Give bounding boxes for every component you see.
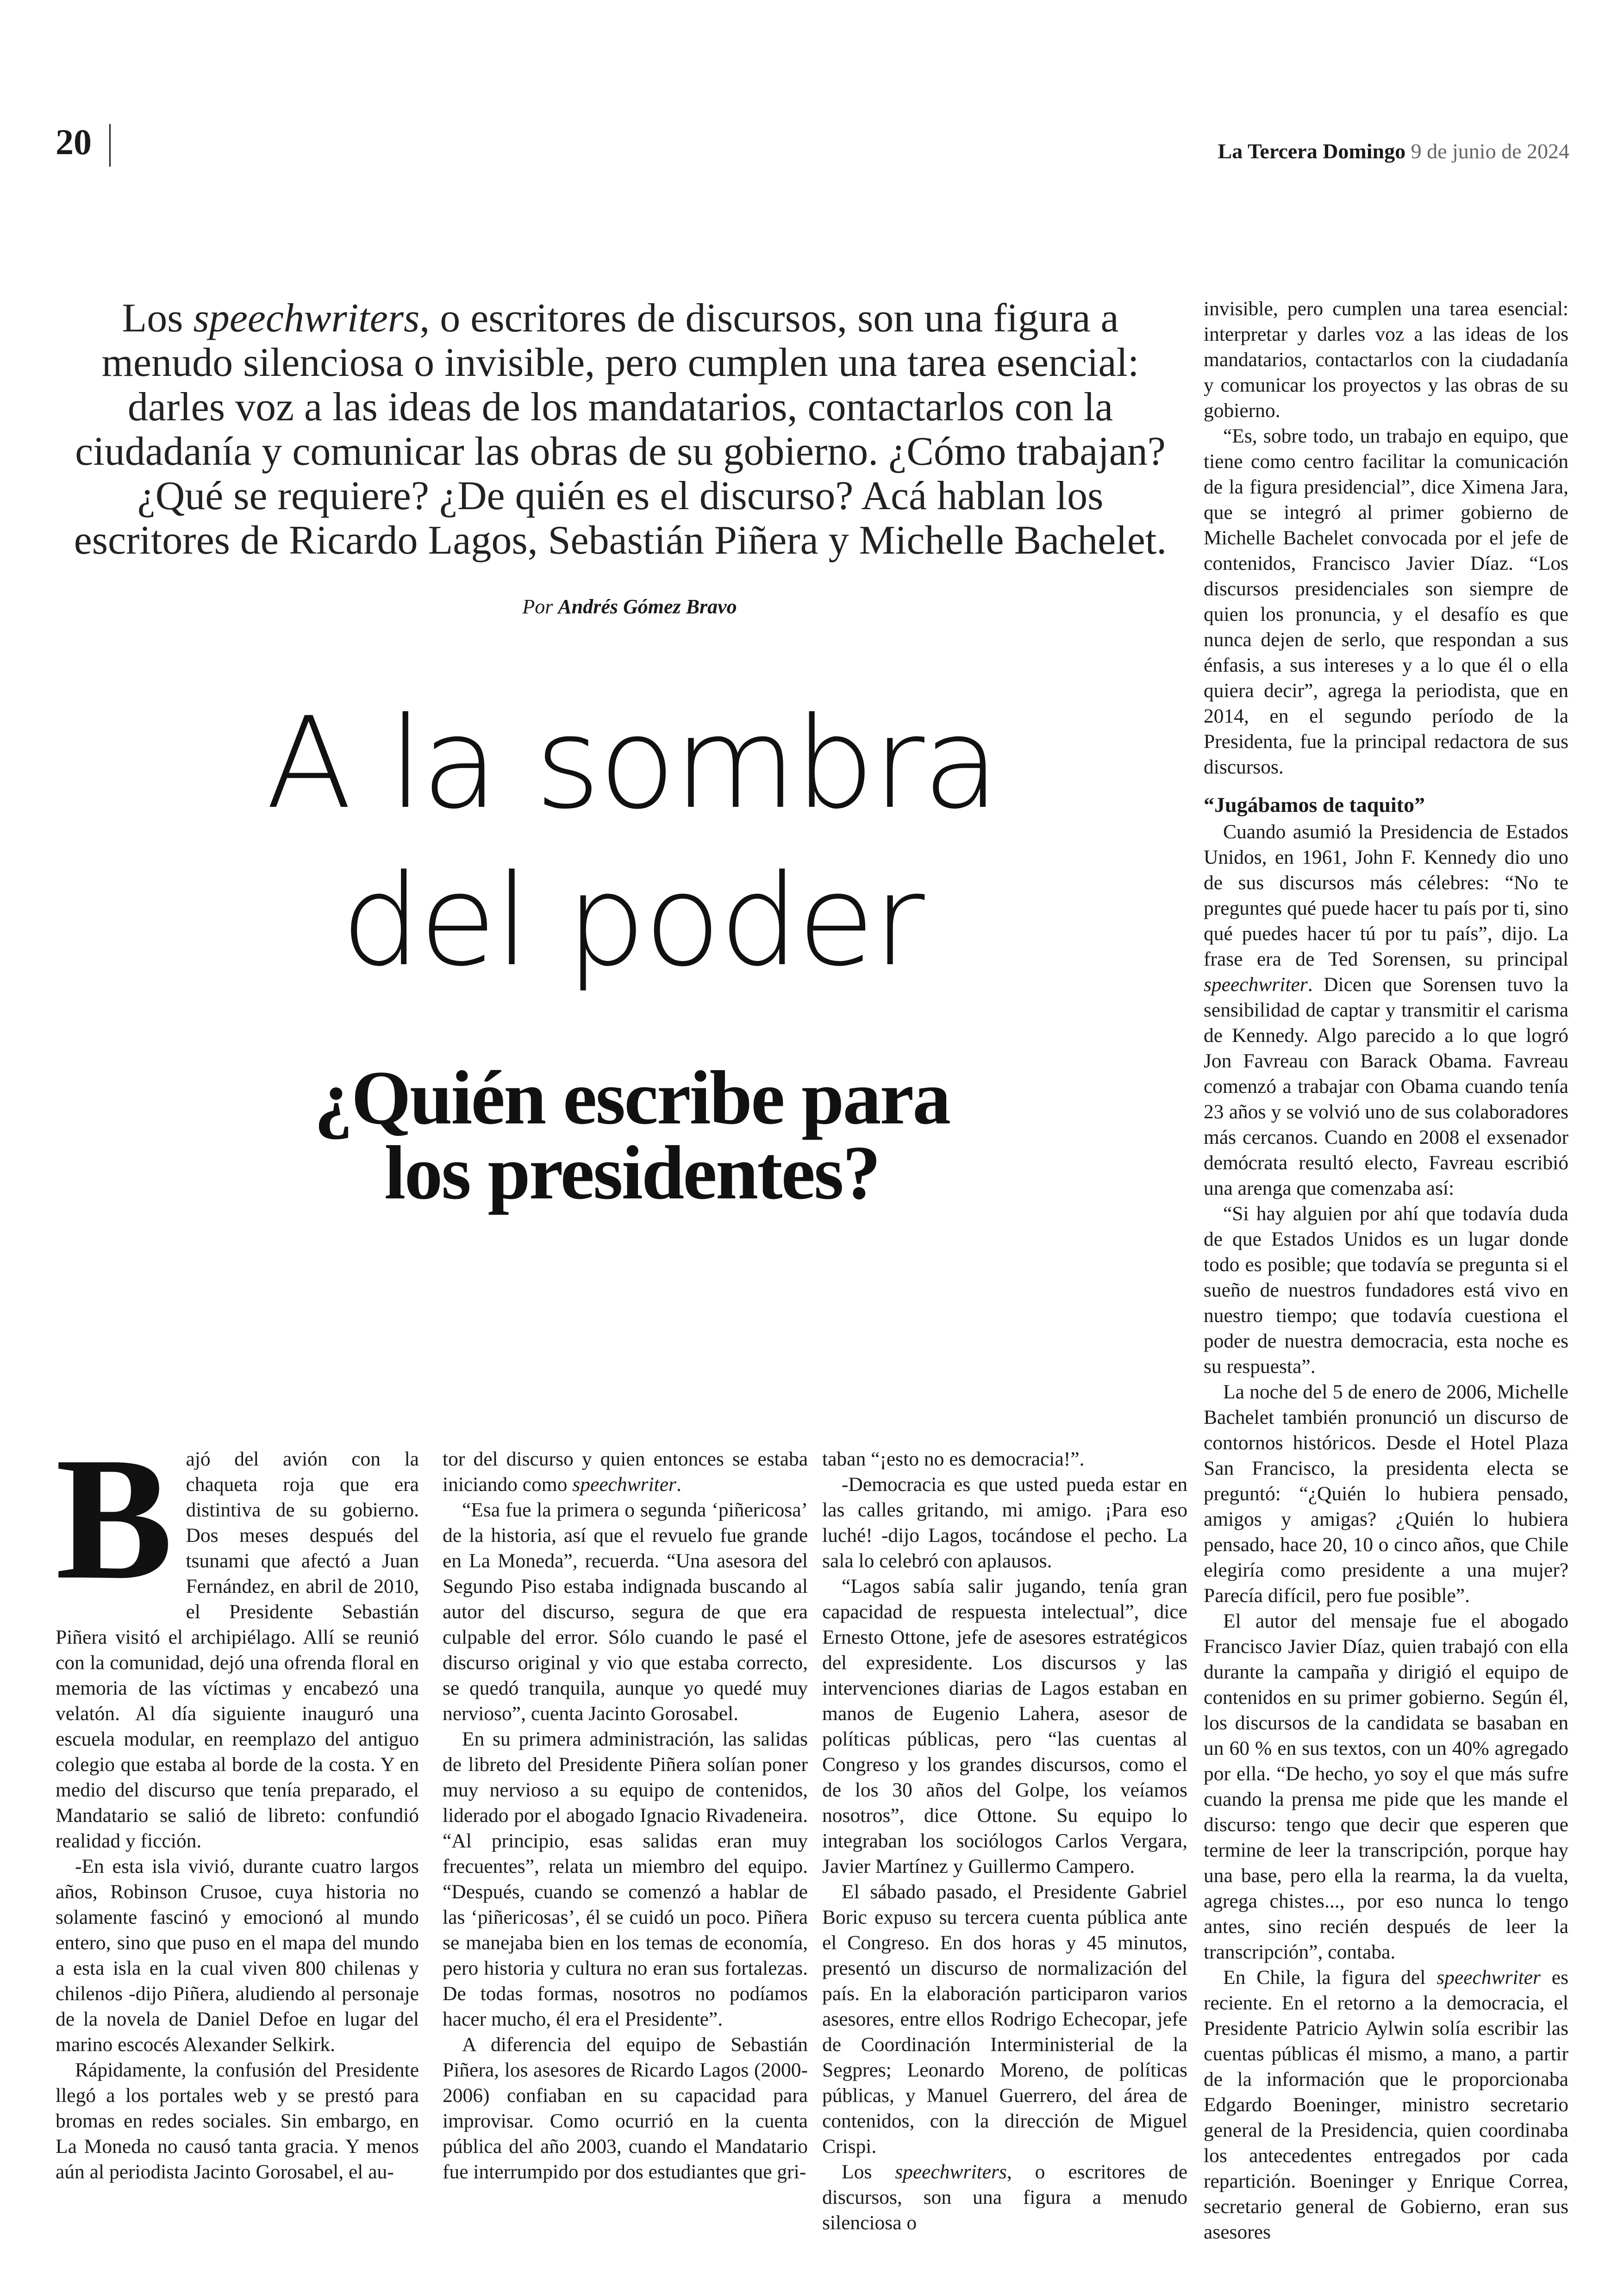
paragraph: ajó del avión con la chaqueta roja que era distintiva de su gobierno. Dos meses después del tsunami que afectó a Juan Fernández, en abril de 2010, el Presidente Sebastián Piñera visitó el archipiélago. Allí se reunió con la comunidad, dejó una ofrenda floral en memoria de las víctimas y encabezó una velatón. Al día siguiente inauguró una escuela modular, en reemplazo del antiguo colegio que estaba al borde de la costa. Y en medio del discurso que tenía preparado, el Mandatario se salió de libreto: confundió realidad y ficción.	[56, 1448, 419, 1852]
page-number: 20	[56, 122, 92, 162]
byline-prefix: Por	[522, 595, 558, 618]
paragraph	[443, 1447, 808, 1497]
paragraph: Rápidamente, la confusión del Presidente llegó a los portales web y se prestó para bromas en redes sociales. Sin embargo, en La Moneda no causó tanta gracia. Y menos aún al periodista Jacinto Gorosabel, el au-	[56, 2059, 419, 2183]
subheadline	[213, 1055, 1051, 1215]
standfirst-italic: speechwriters	[193, 296, 420, 341]
publication-date: 9 de junio de 2024	[1411, 139, 1569, 163]
paragraph: invisible, pero cumplen una tarea esencial: interpretar y darles voz a las ideas de los mandatarios, contactarlos con la ciudadanía y comunicar los proyectos y las obras de su gobierno.	[1204, 298, 1568, 422]
standfirst-part2: , o escritores de discursos, son una figura a menudo silenciosa o invisible, pero cumplen una tarea esencial: darles voz a las ideas de los mandatarios, contactarlos con la ciudadanía y comunicar las obras de su gobierno. ¿Cómo trabajan? ¿Qué se requiere? ¿De quién es el discurso? Acá hablan los escritores de Ricardo Lagos, Sebastián Piñera y Michelle Bachelet.	[74, 296, 1167, 563]
italic-term: speechwriter	[1437, 1966, 1541, 1989]
paragraph: El sábado pasado, el Presidente Gabriel Boric expuso su tercera cuenta pública ante el Congreso. En dos horas y 45 minutos, presentó un discurso de normalización del país. En la elaboración participaron varios asesores, entre ellos Rodrigo Echecopar, jefe de Coordinación Interministerial de la Segpres; Leonardo Moreno, de políticas públicas, y Manuel Guerrero, del área de contenidos, con la dirección de Miguel Crispi.	[822, 1881, 1187, 2158]
italic-term: speechwriter	[572, 1473, 676, 1496]
byline	[259, 595, 1000, 618]
paragraph: -En esta isla vivió, durante cuatro largos años, Robinson Crusoe, cuya historia no solamente fascinó y emocionó al mundo entero, sino que puso en el mapa del mundo a esta isla en la cual viven 800 chilenas y chilenos -dijo Piñera, aludiendo al personaje de la novela de Daniel Defoe en lugar del marino escocés Alexander Selkirk.	[56, 1855, 419, 2056]
text-run: tor del discurso y quien entonces se estaba iniciando como	[443, 1448, 808, 1496]
text-run: , o escritores de discursos, son una figura a menudo silenciosa o	[822, 2161, 1187, 2234]
text-run: . Dicen que Sorensen tuvo la sensibilidad de captar y transmitir el carisma de Kennedy. Algo parecido a lo que logró Jon Favreau con Barack Obama. Favreau comenzó a trabajar con Obama cuando tenía 23 años y se volvió uno de sus colaboradores más cercanos. Cuando en 2008 el exsenador demócrata resultó electo, Favreau escribió una arenga que comenzaba así:	[1204, 973, 1568, 1199]
paragraph: A diferencia del equipo de Sebastián Piñera, los asesores de Ricardo Lagos (2000-2006) confiaban en su capacidad para improvisar. Como ocurrió en la cuenta pública del año 2003, cuando el Mandatario fue interrumpido por dos estudiantes que gri-	[443, 2033, 808, 2183]
paragraph: “Lagos sabía salir jugando, tenía gran capacidad de respuesta intelectual”, dice Ernesto Ottone, jefe de asesores estratégicos del expresidente. Los discursos y las intervenciones diarias de Lagos estaban en manos de Eugenio Lahera, asesor de políticas públicas, pero “las cuentas al Congreso y los grandes discursos, como el de los 30 años del Golpe, los veíamos nosotros”, dice Ottone. Su equipo lo integraban los sociólogos Carlos Vergara, Javier Martínez y Guillermo Campero.	[822, 1575, 1187, 1877]
text-run: .	[676, 1473, 681, 1496]
paragraph: -Democracia es que usted pueda estar en las calles gritando, mi amigo. ¡Para eso luché! -dijo Lagos, tocándose el pecho. La sala lo celebró con aplausos.	[822, 1473, 1187, 1572]
text-run: Los	[842, 2161, 895, 2183]
paragraph: En su primera administración, las salidas de libreto del Presidente Piñera solían poner muy nervioso a su equipo de contenidos, liderado por el abogado Ignacio Rivadeneira. “Al principio, esas salidas eran muy frecuentes”, relata un miembro del equipo. “Después, cuando se comenzó a hablar de las ‘piñericosas’, él se cuidó un poco. Piñera se manejaba bien en los temas de economía, pero historia y cultura no eran sus fortalezas. De todas formas, nosotros no podíamos hacer mucho, él era el Presidente”.	[443, 1728, 808, 2030]
standfirst	[69, 296, 1171, 563]
paragraph	[822, 2159, 1187, 2236]
paragraph: El autor del mensaje fue el abogado Francisco Javier Díaz, quien trabajó con ella durante la campaña y dirigió el equipo de contenidos en su primer gobierno. Según él, los discursos de la candidata se basaban en un 60 % en sus textos, con un 40% agregado por ella. “De hecho, yo soy el que más sufre cuando la prensa me pide que les mande el discurso: tengo que decir que esperen que termine de leer la transcripción, porque hay una base, pero ella la rearma, la da vuelta, agrega chistes..., por eso nunca lo tengo antes, sino recién después de leer la transcripción”, contaba.	[1204, 1610, 1568, 1963]
paragraph	[1204, 1965, 1568, 2245]
article-column-3	[822, 1447, 1187, 2236]
article-column-4	[1204, 296, 1568, 2245]
article-column-2	[443, 1447, 808, 2185]
article-column-1	[56, 1421, 419, 2185]
headline-line2: del poder	[341, 848, 923, 994]
headline	[111, 685, 1153, 1000]
text-run: Cuando asumió la Presidencia de Estados Unidos, en 1961, John F. Kennedy dio uno de sus discursos más célebres: “No te preguntes qué puede hacer tu país por ti, sino qué puedes hacer tú por tu país”, dijo. La frase era de Ted Sorensen, su principal	[1204, 821, 1568, 970]
page-number-divider	[109, 124, 111, 167]
italic-term: speechwriter	[1204, 973, 1308, 996]
masthead	[1218, 139, 1569, 163]
drop-cap: B	[56, 1421, 173, 1616]
headline-line1: A la sombra	[266, 691, 998, 837]
paragraph: taban “¡esto no es democracia!”.	[822, 1448, 1085, 1470]
text-run: En Chile, la figura del	[1223, 1966, 1437, 1989]
byline-author: Andrés Gómez Bravo	[558, 595, 737, 618]
standfirst-part1: Los	[122, 296, 194, 341]
subheadline-line2: los presidentes?	[384, 1130, 880, 1215]
paragraph: “Es, sobre todo, un trabajo en equipo, que tiene como centro facilitar la comunicación de la figura presidencial”, dice Ximena Jara, que se integró al primer gobierno de Michelle Bachelet convocada por el jefe de contenidos, Francisco Javier Díaz. “Los discursos presidenciales son siempre de quien los pronuncia, y el desafío es que nunca dejen de serlo, que respondan a sus énfasis, a sus intereses y a lo que él o ella quiera decir”, agrega la periodista, que en 2014, en el segundo período de la Presidenta, fue la principal redactora de sus discursos.	[1204, 425, 1568, 778]
subheadline-line1: ¿Quién escribe para	[314, 1055, 950, 1140]
publication-name: La Tercera Domingo	[1218, 139, 1406, 163]
section-heading: “Jugábamos de taquito”	[1204, 793, 1425, 817]
paragraph: “Esa fue la primera o segunda ‘piñericosa’ de la historia, así que el revuelo fue grande en La Moneda”, recuerda. “Una asesora del Segundo Piso estaba indignada buscando al autor del discurso, segura de que era culpable del error. Sólo cuando le pasé el discurso original y vio que estaba correcto, se quedó tranquila, aunque yo quedé muy nervioso”, cuenta Jacinto Gorosabel.	[443, 1499, 808, 1725]
text-run: es reciente. En el retorno a la democracia, el Presidente Patricio Aylwin solía escribir las cuentas públicas él mismo, a mano, a partir de la información que le proporcionaba Edgardo Boeninger, ministro secretario general de la Presidencia, quien coordinaba los antecedentes entregados por cada repartición. Boeninger y Enrique Correa, secretario general de Gobierno, eran sus asesores	[1204, 1966, 1568, 2243]
paragraph: “Si hay alguien por ahí que todavía duda de que Estados Unidos es un lugar donde todo es posible; que todavía se pregunta si el sueño de nuestros fundadores está vivo en nuestro tiempo; que todavía cuestiona el poder de nuestra democracia, esta noche es su respuesta”.	[1204, 1203, 1568, 1378]
paragraph	[1204, 819, 1568, 1201]
italic-term: speechwriters	[895, 2161, 1007, 2183]
paragraph: La noche del 5 de enero de 2006, Michelle Bachelet también pronunció un discurso de contornos históricos. Desde el Hotel Plaza San Francisco, la presidenta electa se preguntó: “¿Quién lo hubiera pensado, amigos y amigas? ¿Quién lo hubiera pensado, hace 20, 10 o cinco años, que Chile elegiría como presidente a una mujer? Parecía difícil, pero fue posible”.	[1204, 1381, 1568, 1607]
